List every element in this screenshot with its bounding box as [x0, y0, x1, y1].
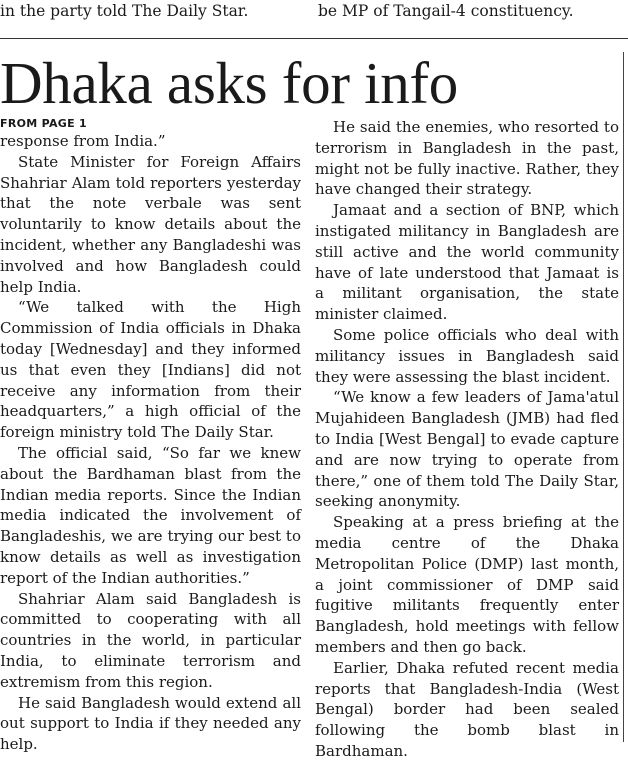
paragraph: State Minister for Foreign Affairs Shahriar Alam told reporters yesterday that the note verbale was sent voluntarily to know details about the incident, whether any Bangladeshi was involved and how Bangladesh could help India. — [0, 152, 301, 296]
article-column-left — [0, 131, 301, 755]
column-rule — [623, 52, 624, 742]
paragraph: Some police officials who deal with militancy issues in Bangladesh said they were assessing the blast incident. — [315, 325, 619, 386]
jump-label: FROM PAGE 1 — [0, 117, 88, 130]
paragraph: “We talked with the High Commission of India officials in Dhaka today [Wednesday] and they informed us that even they [Indians] did not receive any information from their headquarters,” a high official of the foreign ministry told The Daily Star. — [0, 298, 301, 442]
paragraph: Speaking at a press briefing at the media centre of the Dhaka Metropolitan Police (DMP) last month, a joint commissioner of DMP said fugitive militants frequently enter Bangladesh, hold meetings with fellow members and then go back. — [315, 513, 619, 656]
paragraph: response from India.” — [0, 132, 166, 150]
paragraph: The official said, “So far we knew about the Bardhaman blast from the Indian media reports. Since the Indian media indicated the involvement of Bangladeshis, we are trying our best to know details as well as investigation report of the Indian authorities.” — [0, 443, 301, 587]
previous-article-fragment-left: in the party told The Daily Star. — [0, 2, 249, 20]
paragraph: “We know a few leaders of Jama'atul Mujahideen Bangladesh (JMB) had fled to India [West Bengal] to evade capture and are now trying to operate from there,” one of them told The Daily Star, seeking anonymity. — [315, 388, 619, 511]
paragraph: He said the enemies, who resorted to terrorism in Bangladesh in the past, might not be fully inactive. Rather, they have changed their strategy. — [315, 118, 619, 199]
paragraph: Earlier, Dhaka refuted recent media reports that Bangladesh-India (West Bengal) border had been sealed following the bomb blast in Bardhaman. — [315, 658, 619, 760]
article-headline: Dhaka asks for info — [0, 50, 458, 116]
paragraph: He said Bangladesh would extend all out support to India if they needed any help. — [0, 693, 301, 754]
previous-article-fragment-right: be MP of Tangail-4 constituency. — [318, 2, 574, 20]
article-column-right — [315, 117, 619, 762]
paragraph: Shahriar Alam said Bangladesh is committed to cooperating with all countries in the world, in particular India, to eliminate terrorism and extremism from this region. — [0, 589, 301, 691]
section-divider — [0, 38, 628, 39]
paragraph: Jamaat and a section of BNP, which instigated militancy in Bangladesh are still active and the world community have of late understood that Jamaat is a militant organisation, the state minister claimed. — [315, 201, 619, 324]
